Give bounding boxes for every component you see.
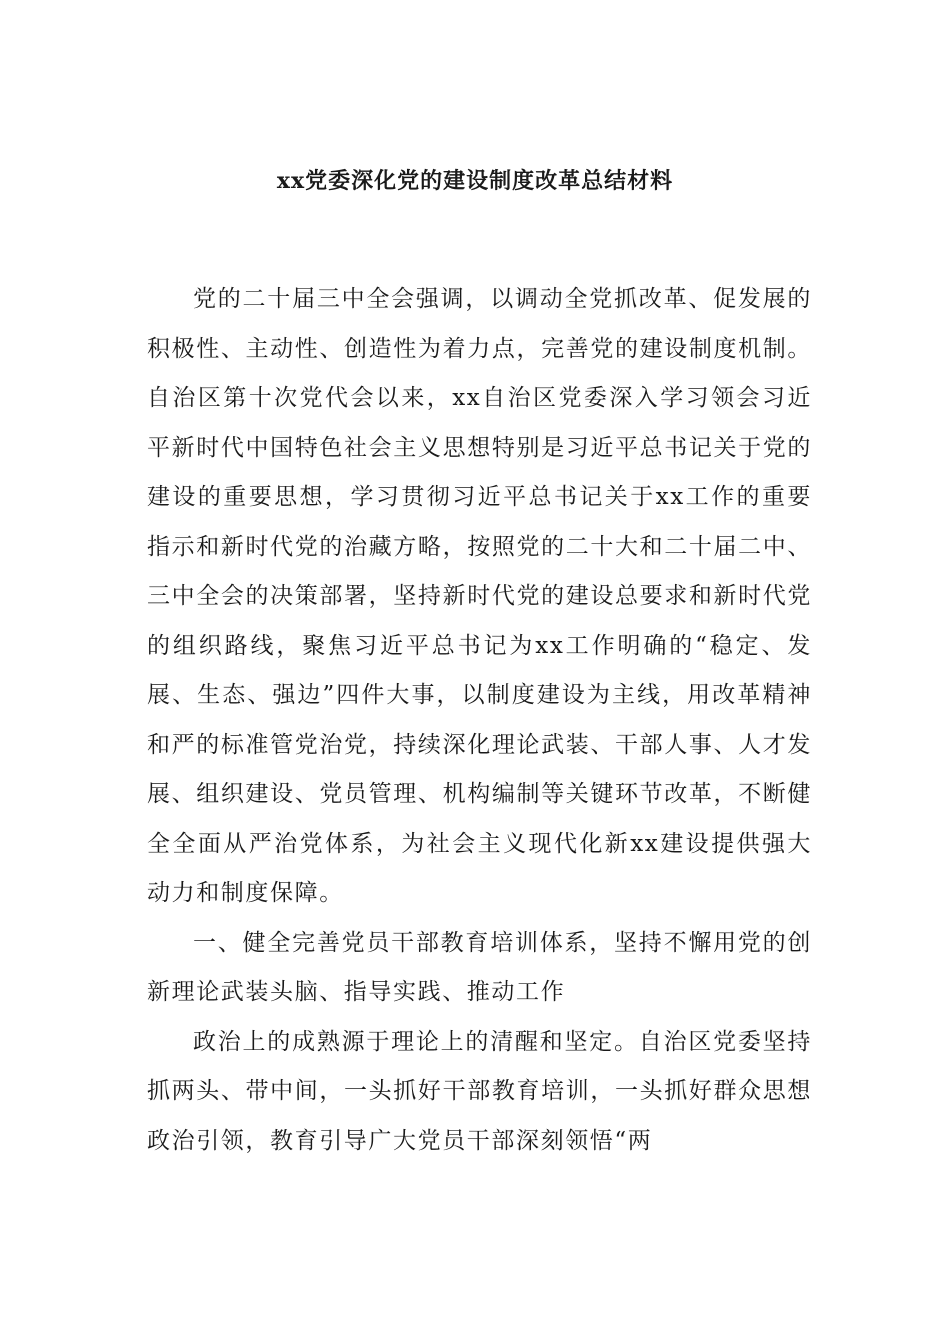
document-body	[147, 275, 812, 1166]
paragraph-section-1: 政治上的成熟源于理论上的清醒和坚定。自治区党委坚持抓两头、带中间，一头抓好干部教育培训，一头抓好群众思想政治引领，教育引导广大党员干部深刻领悟“两	[147, 1028, 812, 1154]
section-heading-1: 一、健全完善党员干部教育培训体系，坚持不懈用党的创新理论武装头脑、指导实践、推动工作	[147, 929, 812, 1005]
paragraph-intro: 党的二十届三中全会强调，以调动全党抓改革、促发展的积极性、主动性、创造性为着力点，完善党的建设制度机制。自治区第十次党代会以来，xx自治区党委深入学习领会习近平新时代中国特色社会主义思想特别是习近平总书记关于党的建设的重要思想，学习贯彻习近平总书记关于xx工作的重要指示和新时代党的治藏方略，按照党的二十大和二十届二中、三中全会的决策部署，坚持新时代党的建设总要求和新时代党的组织路线，聚焦习近平总书记为xx工作明确的“稳定、发展、生态、强边”四件大事，以制度建设为主线，用改革精神和严的标准管党治党，持续深化理论武装、干部人事、人才发展、组织建设、党员管理、机构编制等关键环节改革，不断健全全面从严治党体系，为社会主义现代化新xx建设提供强大动力和制度保障。	[147, 286, 812, 906]
document-title: xx党委深化党的建设制度改革总结材料	[276, 168, 674, 194]
